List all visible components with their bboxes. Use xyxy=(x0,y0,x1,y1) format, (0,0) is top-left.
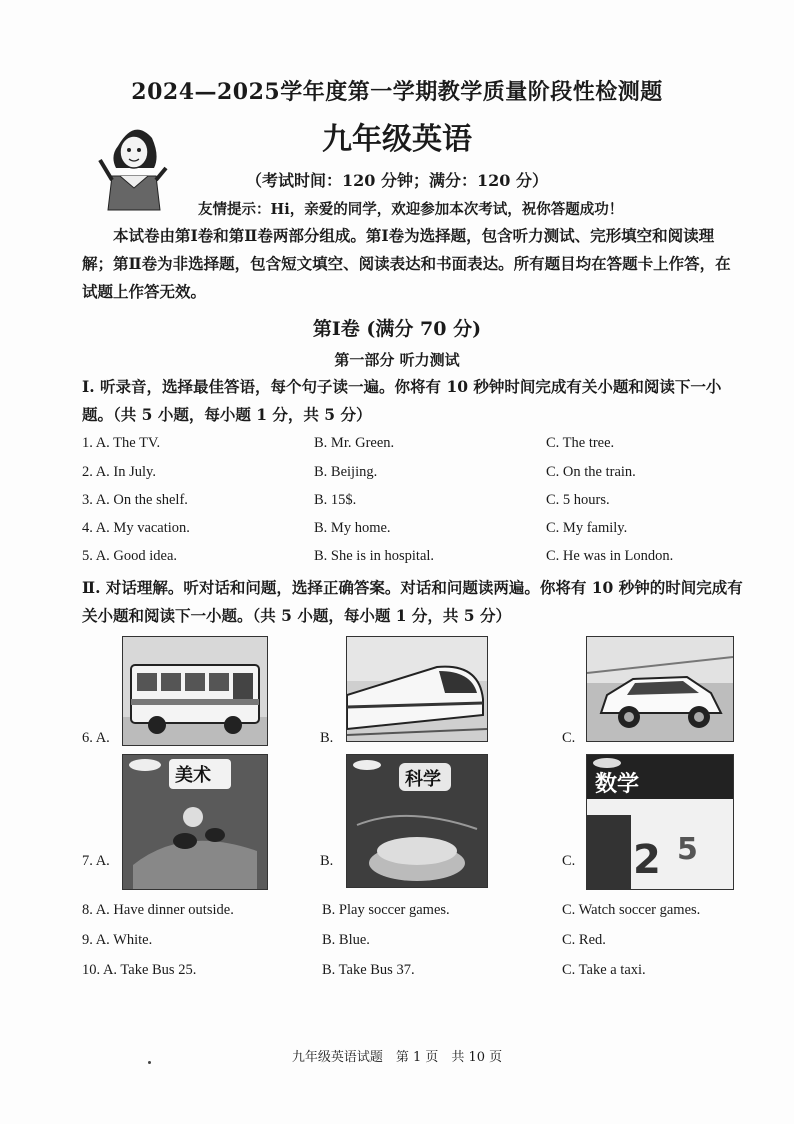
science-book-picture xyxy=(346,754,488,888)
option-a: 4. A. My vacation. xyxy=(82,520,190,536)
option-c: C. The tree. xyxy=(546,435,615,451)
car-picture xyxy=(586,636,734,742)
exam-title: 2024—2025学年度第一学期教学质量阶段性检测题 xyxy=(131,79,663,105)
option-b: B. My home. xyxy=(314,520,391,536)
question-row xyxy=(82,962,762,986)
option-b: B. She is in hospital. xyxy=(314,548,435,564)
option-b: B. Play soccer games. xyxy=(322,902,450,918)
math-book-picture xyxy=(586,754,734,890)
option-b: B. Mr. Green. xyxy=(314,435,395,451)
train-picture xyxy=(346,636,488,742)
option-c: C. My family. xyxy=(546,520,628,536)
book-title-science: 科学 xyxy=(405,769,441,790)
option-b: B. Beijing. xyxy=(314,464,378,480)
exam-intro: 本试卷由第Ⅰ卷和第Ⅱ卷两部分组成。第Ⅰ卷为选择题，包含听力测试、完形填空和阅读理解；第Ⅱ卷为非选择题，包含短文填空、阅读表达和书面表达。所有题目均在答题卡上作答，在试题上作答无效。 xyxy=(82,226,731,301)
option-c: C. He was in London. xyxy=(546,548,674,564)
option-b: B. 15$. xyxy=(314,492,357,508)
art-book-picture xyxy=(122,754,268,890)
exam-subject: 九年级英语 xyxy=(322,122,472,157)
question-row xyxy=(82,932,762,956)
part-title: 第一部分 听力测试 xyxy=(334,351,460,369)
question-row xyxy=(82,464,762,488)
option-a: 9. A. White. xyxy=(82,932,153,948)
option-b: B. Take Bus 37. xyxy=(322,962,415,978)
q7-option-b-label: B. xyxy=(320,853,334,869)
option-c: C. Take a taxi. xyxy=(562,962,646,978)
question-row xyxy=(82,902,762,926)
option-c: C. Red. xyxy=(562,932,606,948)
section-1-instruction: Ⅰ. 听录音，选择最佳答语，每个句子读一遍。你将有 10 秒钟时间完成有关小题和阅读下一小题。（共 5 小题，每小题 1 分，共 5 分） xyxy=(82,377,722,424)
question-row xyxy=(82,520,762,544)
option-a: 2. A. In July. xyxy=(82,464,156,480)
volume-title: 第Ⅰ卷 (满分 70 分) xyxy=(312,318,482,340)
bus-picture xyxy=(122,636,268,746)
q7-option-a-label: 7. A. xyxy=(82,853,110,869)
option-a: 10. A. Take Bus 25. xyxy=(82,962,197,978)
q6-option-a-label: 6. A. xyxy=(82,730,110,746)
svg-text:2: 2 xyxy=(633,837,661,883)
question-row xyxy=(82,435,762,459)
option-c: C. On the train. xyxy=(546,464,636,480)
option-c: C. 5 hours. xyxy=(546,492,610,508)
question-row xyxy=(82,492,762,516)
page-footer: 九年级英语试题 第 1 页 共 10 页 xyxy=(291,1050,503,1065)
book-title-art: 美术 xyxy=(175,765,211,786)
option-b: B. Blue. xyxy=(322,932,370,948)
section-2-instruction: Ⅱ. 对话理解。听对话和问题，选择正确答案。对话和问题读两遍。你将有 10 秒钟的时间完成有关小题和阅读下一小题。（共 5 小题，每小题 1 分，共 5 分） xyxy=(82,578,743,625)
svg-text:5: 5 xyxy=(677,832,698,867)
question-row xyxy=(82,548,762,572)
option-a: 1. A. The TV. xyxy=(82,435,161,451)
option-c: C. Watch soccer games. xyxy=(562,902,701,918)
friendly-tip: 友情提示：Hi，亲爱的同学，欢迎参加本次考试，祝你答题成功！ xyxy=(198,201,624,218)
option-a: 5. A. Good idea. xyxy=(82,548,178,564)
exam-time-score: （考试时间：120 分钟；满分：120 分） xyxy=(246,171,548,190)
option-a: 3. A. On the shelf. xyxy=(82,492,188,508)
option-a: 8. A. Have dinner outside. xyxy=(82,902,234,918)
q7-option-c-label: C. xyxy=(562,853,576,869)
q6-option-c-label: C. xyxy=(562,730,576,746)
book-title-math: 数学 xyxy=(595,772,640,797)
q6-option-b-label: B. xyxy=(320,730,334,746)
